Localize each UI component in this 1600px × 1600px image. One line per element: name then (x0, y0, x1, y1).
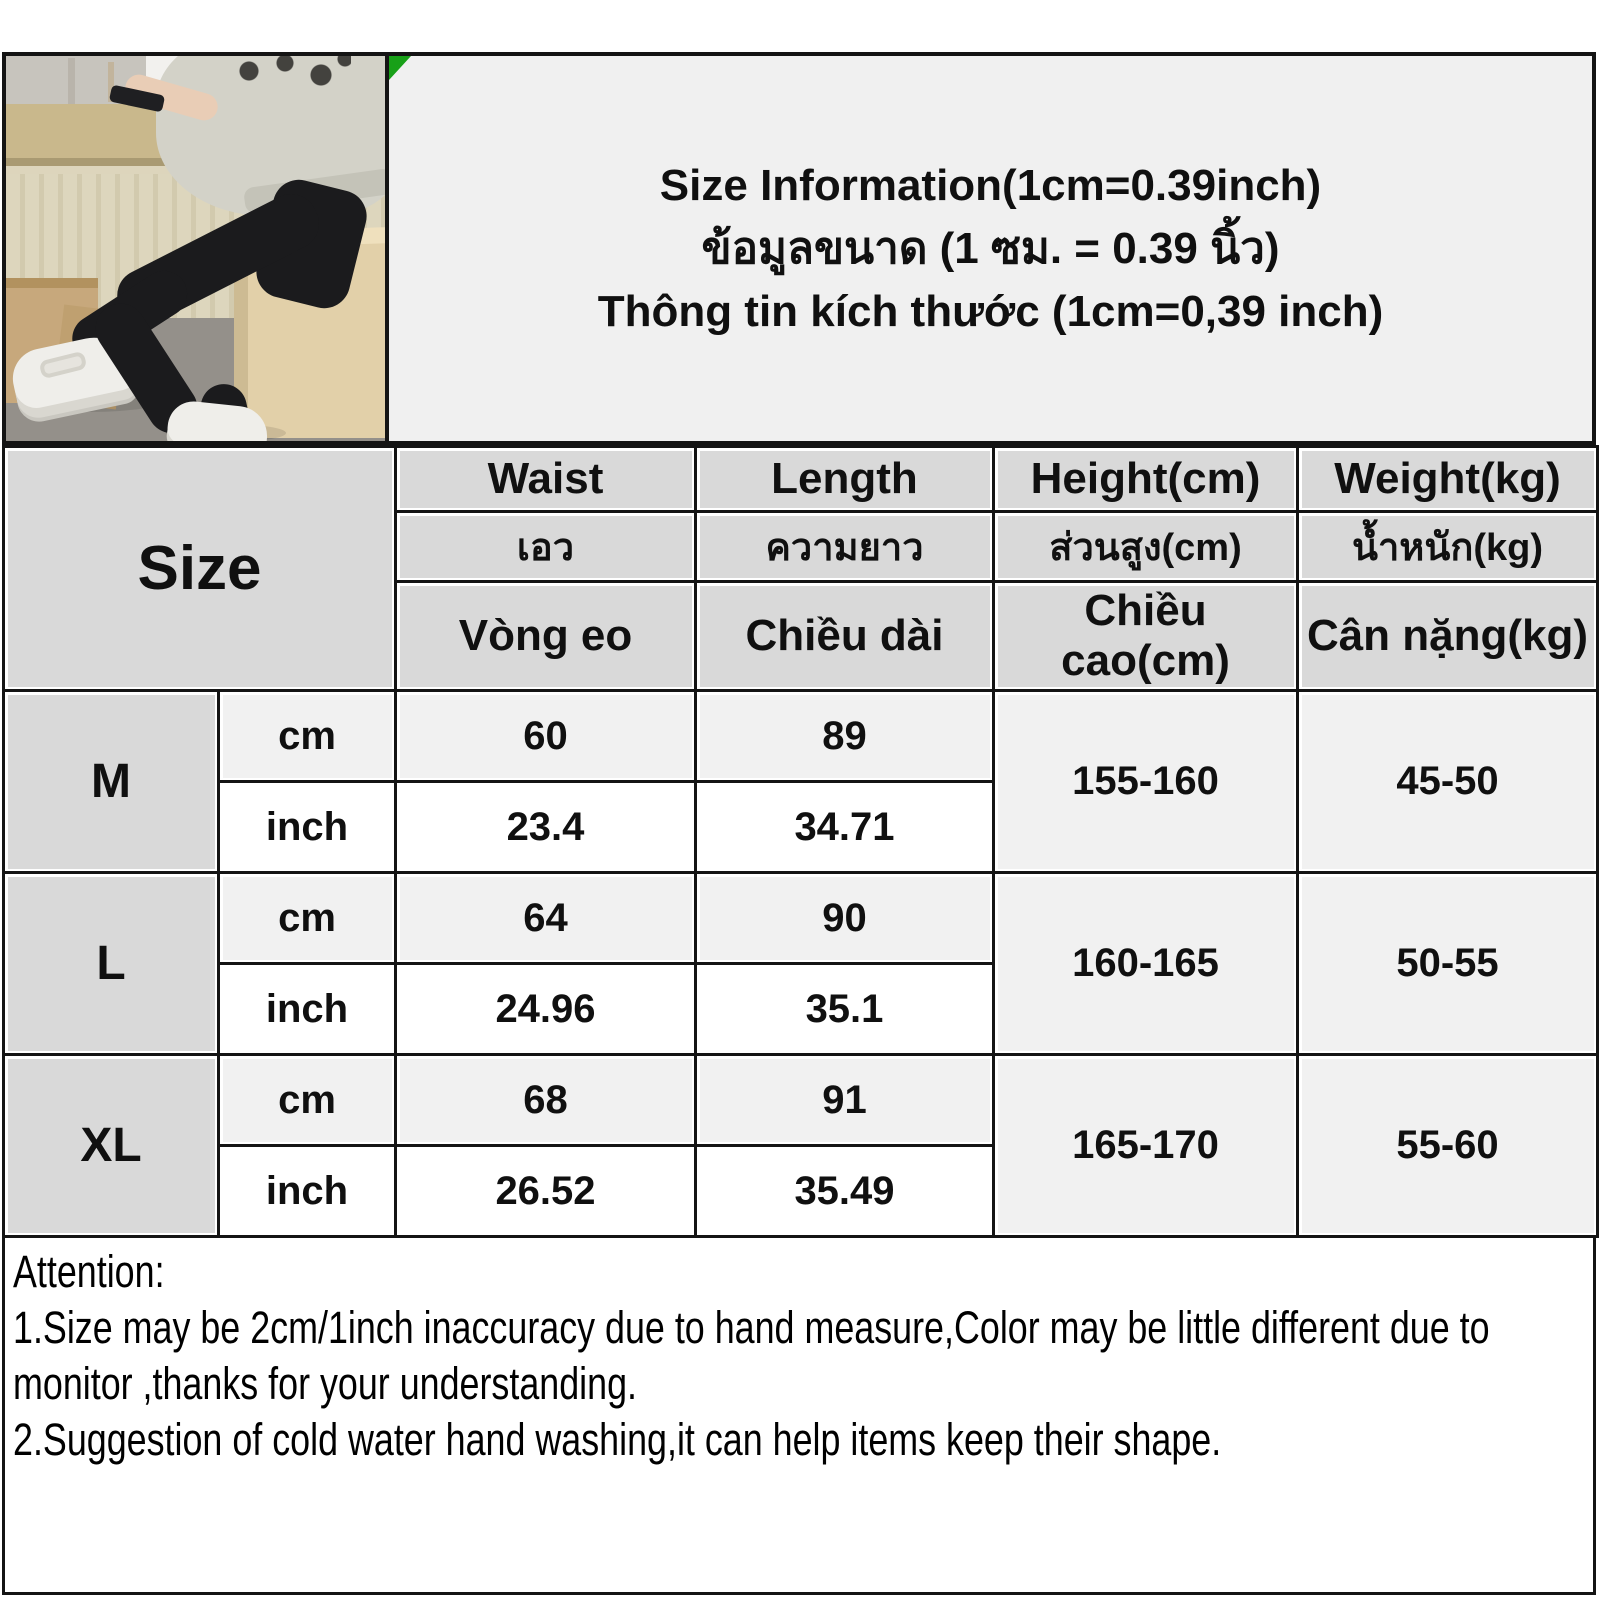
weight-header-th: น้ำหนัก(kg) (1298, 512, 1598, 582)
header-row-english (4, 447, 1598, 512)
l-height: 160-165 (994, 873, 1298, 1055)
l-length-cm: 90 (696, 873, 994, 964)
photo-sweatshirt-print (231, 52, 351, 91)
table-row (4, 691, 1598, 782)
title-thai: ข้อมูลขนาด (1 ซม. = 0.39 นิ้ว) (701, 224, 1280, 273)
size-xl-label: XL (4, 1055, 219, 1237)
m-weight: 45-50 (1298, 691, 1598, 873)
xl-length-inch: 35.49 (696, 1146, 994, 1237)
attention-item-1: 1.Size may be 2cm/1inch inaccuracy due to hand measure,Color may be little different due to monitor ,thanks for your understanding. (13, 1302, 1490, 1409)
height-header-vi: Chiều cao(cm) (994, 582, 1298, 691)
unit-inch: inch (219, 782, 396, 873)
xl-waist-inch: 26.52 (396, 1146, 696, 1237)
unit-cm: cm (219, 873, 396, 964)
unit-inch: inch (219, 1146, 396, 1237)
xl-height: 165-170 (994, 1055, 1298, 1237)
table-row (4, 873, 1598, 964)
attention-item-2: 2.Suggestion of cold water hand washing,it can help items keep their shape. (13, 1414, 1222, 1465)
l-waist-inch: 24.96 (396, 964, 696, 1055)
title-vietnamese: Thông tin kích thước (1cm=0,39 inch) (597, 287, 1384, 336)
attention-text (13, 1244, 1596, 1468)
xl-weight: 55-60 (1298, 1055, 1598, 1237)
m-waist-inch: 23.4 (396, 782, 696, 873)
weight-header-en: Weight(kg) (1298, 447, 1598, 512)
size-l-label: L (4, 873, 219, 1055)
m-length-inch: 34.71 (696, 782, 994, 873)
attention-title: Attention: (13, 1246, 165, 1297)
m-height: 155-160 (994, 691, 1298, 873)
l-weight: 50-55 (1298, 873, 1598, 1055)
length-header-th: ความยาว (696, 512, 994, 582)
top-row (2, 52, 1596, 445)
unit-cm: cm (219, 1055, 396, 1146)
title-english: Size Information(1cm=0.39inch) (659, 161, 1322, 210)
product-photo (2, 52, 389, 445)
waist-header-th: เอว (396, 512, 696, 582)
size-column-header: Size (4, 447, 396, 691)
height-header-en: Height(cm) (994, 447, 1298, 512)
attention-box (2, 1238, 1596, 1595)
waist-header-vi: Vòng eo (396, 582, 696, 691)
xl-waist-cm: 68 (396, 1055, 696, 1146)
size-chart-image (2, 52, 1596, 1595)
m-waist-cm: 60 (396, 691, 696, 782)
green-corner-flag-icon (389, 56, 411, 80)
length-header-vi: Chiều dài (696, 582, 994, 691)
l-length-inch: 35.1 (696, 964, 994, 1055)
waist-header-en: Waist (396, 447, 696, 512)
height-header-th: ส่วนสูง(cm) (994, 512, 1298, 582)
xl-length-cm: 91 (696, 1055, 994, 1146)
photo-post (68, 58, 75, 104)
table-row (4, 1055, 1598, 1146)
unit-cm: cm (219, 691, 396, 782)
length-header-en: Length (696, 447, 994, 512)
weight-header-vi: Cân nặng(kg) (1298, 582, 1598, 691)
size-m-label: M (4, 691, 219, 873)
l-waist-cm: 64 (396, 873, 696, 964)
size-table (2, 445, 1599, 1238)
size-information-header (389, 52, 1596, 445)
unit-inch: inch (219, 964, 396, 1055)
m-length-cm: 89 (696, 691, 994, 782)
